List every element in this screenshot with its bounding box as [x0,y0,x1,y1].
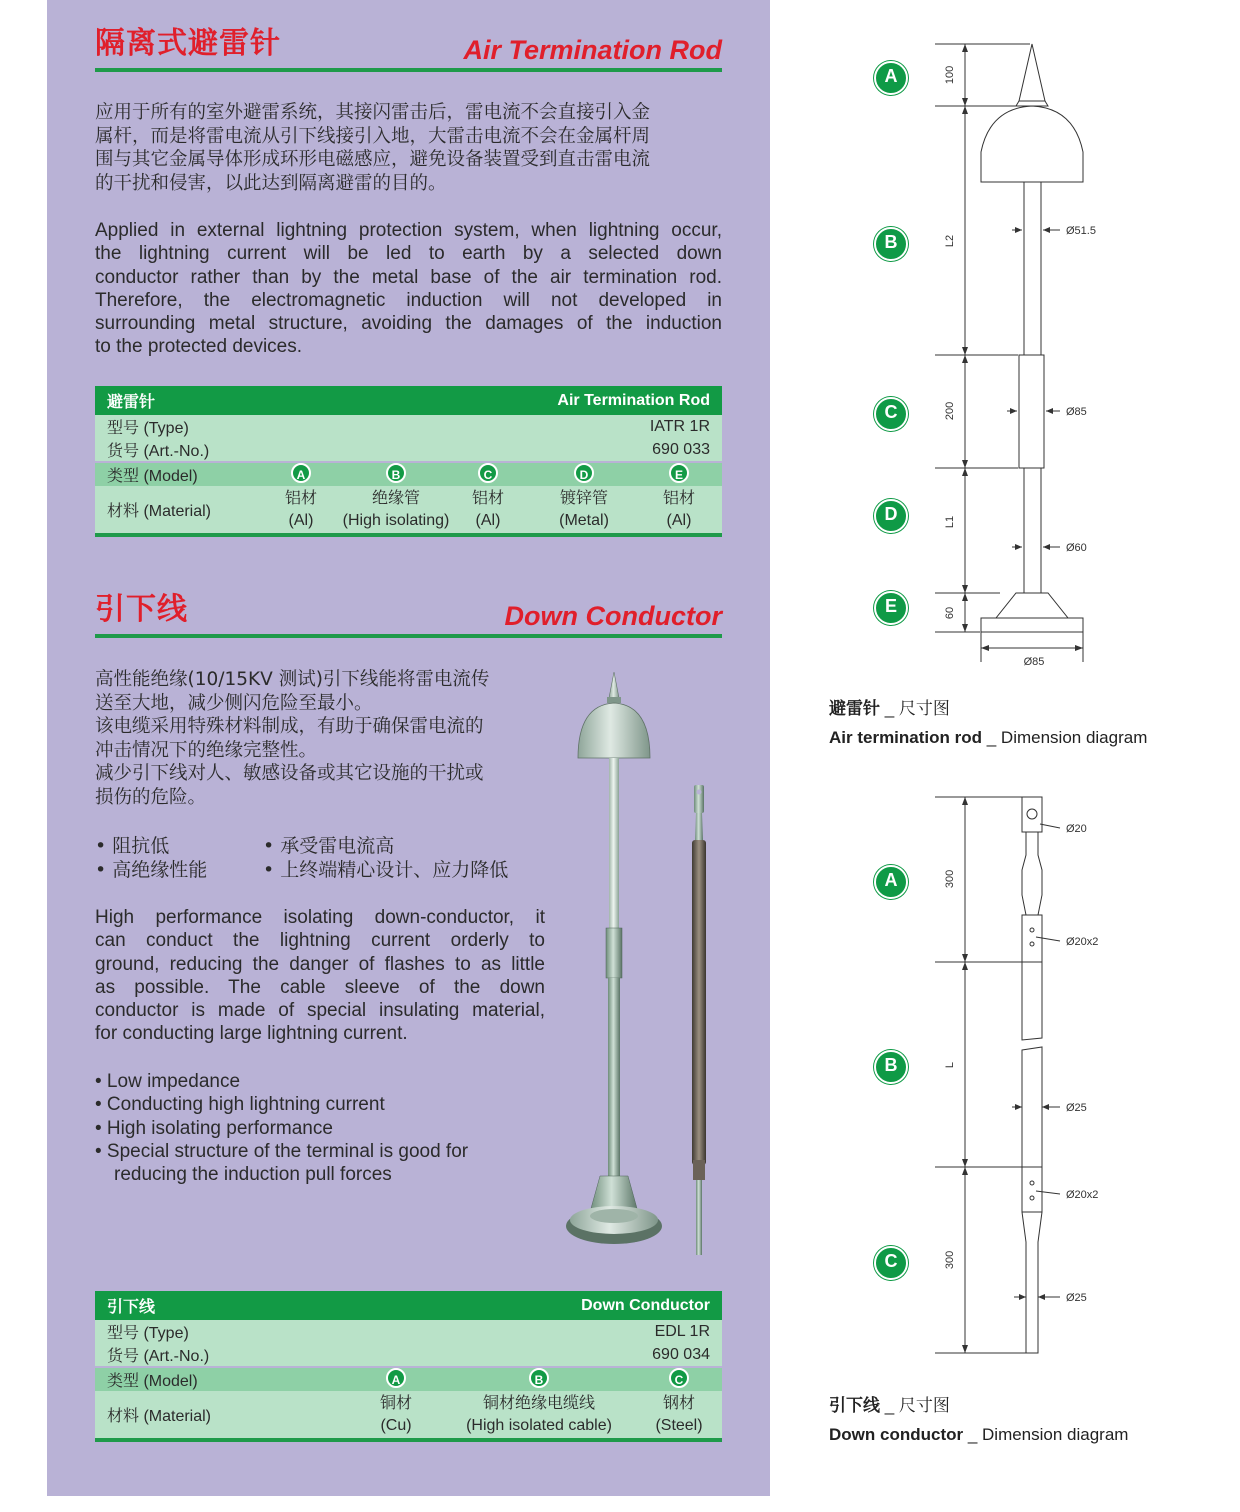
list-item: • Conducting high lightning current [95,1094,385,1116]
badge-icon: A [291,463,311,483]
rod-pipe-outline [1024,468,1041,593]
badge-icon: E [669,463,689,483]
model-badge [529,1368,549,1391]
section1-title-en: Air Termination Rod [463,35,722,65]
lug-hole [1027,809,1037,819]
arrow-head [962,624,968,632]
section2-title-cn: 引下线 [95,592,188,627]
text-line: to the protected devices. [95,336,303,358]
list-item: • Low impedance [95,1071,241,1092]
text-line: conductor is made of special insulating material, [95,1000,545,1022]
list-item: • High isolating performance [95,1117,333,1139]
caption-bold: Air termination rod [829,728,983,747]
table-row [95,1320,722,1343]
arrow-head [981,645,989,651]
list-item: • Special structure of the terminal is good for reducing the induction pull forces [95,1140,469,1186]
arrow-head [962,468,968,476]
type-value: EDL 1R [654,1322,710,1340]
text-line: 围与其它金属导体形成环形电磁感应，避免设备装置受到直击雷电流 [95,149,651,170]
text-line: High performance isolating down-conductor, it [95,907,545,928]
material-cn: 铜材 [379,1394,413,1412]
rod-pipe [608,978,620,1176]
spec-table-air-rod [95,386,722,537]
material-cn: 铝材 [662,489,696,507]
diagram1-badge-b: B [874,227,908,261]
neck-outline [1022,832,1042,915]
dim-label: 60 [944,606,956,620]
pin-outline [1022,1212,1042,1353]
material-cn: 绝缘管 [371,489,420,507]
arrow-head [962,593,968,601]
bullets-cn-right [263,834,508,882]
type-label: 型号 (Type) [107,420,189,437]
table-row [95,486,722,533]
product-photo [560,660,725,1265]
diagram1-drawing [930,38,1110,673]
dim-label: L2 [944,234,956,248]
text-line: 高性能绝缘(10/15KV 测试)引下线能将雷电流传 [95,669,490,690]
material-en: (Al) [288,511,314,529]
list-item: • 高绝缘性能 [95,859,208,881]
model-badge [669,463,689,486]
diagram1-badge-d: D [874,499,908,533]
material-label: 材料 (Material) [107,1408,212,1425]
text-line: 的干扰和侵害，以此达到隔离避雷的目的。 [95,172,447,194]
dim-label: Ø25 [1066,1102,1087,1114]
model-badge [669,1368,689,1391]
terminal-outline [1022,915,1042,962]
dim-label: Ø20x2 [1066,1189,1099,1201]
arrow-head [1010,408,1017,414]
material-cell [343,488,450,532]
leader-line [1036,1191,1060,1194]
dim-label: L1 [944,515,956,529]
section1-description-en [95,219,722,359]
dim-label: Ø60 [1066,542,1087,554]
rod-sleeve [606,928,622,978]
model-label: 类型 (Model) [107,468,198,485]
material-en: (Al) [475,511,501,529]
model-label: 类型 (Model) [107,1373,198,1390]
rod-base-outline [996,593,1068,618]
text-line: 该电缆采用特殊材料制成，有助于确保雷电流的 [95,716,484,737]
section2-description-en [95,906,545,1046]
bolt-hole [1030,942,1034,946]
arrow-head [1042,1104,1049,1110]
diagram1-caption-en [829,728,1147,748]
rod-tube-outline [1024,182,1041,355]
caption-bold: 引下线 [829,1396,880,1415]
spec-table-down-conductor [95,1291,722,1442]
leader-line [1036,937,1060,941]
dim-label: Ø20x2 [1066,936,1099,948]
table-header-cn: 引下线 [107,1299,156,1316]
text-line: Applied in external lightning protection system, when lightning occur, [95,220,722,241]
conductor-pin [696,1180,702,1255]
material-en: (Metal) [559,511,609,529]
diagram2-badge-c: C [874,1246,908,1280]
material-cn: 镀锌管 [559,489,608,507]
text-line: 属杆，而是将雷电流从引下线接引入地，大雷击电流不会在金属杆周 [95,125,651,147]
material-en: (High isolating) [342,511,450,529]
bolt-hole [1030,1181,1034,1185]
text-line: 应用于所有的室外避雷系统，其接闪雷击后，雷电流不会直接引入金 [95,102,651,123]
arrow-head [962,1159,968,1167]
material-en: (High isolated cable) [466,1416,612,1434]
type-label: 型号 (Type) [107,1325,189,1342]
text-line: 减少引下线对人、敏感设备或其它设施的干扰或 [95,763,484,784]
arrow-head [962,1167,968,1175]
diagram1-badge-c: C [874,397,908,431]
material-en: (Al) [666,511,692,529]
material-cn: 钢材 [662,1394,695,1412]
section1-description-cn [95,101,722,195]
conductor-cable [692,840,706,1165]
list-item: • 承受雷电流高 [263,835,395,857]
arrow-head [962,797,968,805]
bolt-hole [1030,1196,1034,1200]
table-header-cn: 避雷针 [107,394,156,411]
table-header-en: Air Termination Rod [557,391,710,409]
dim-label: Ø20 [1066,823,1087,835]
material-cell [559,488,609,532]
material-cn: 铝材 [284,489,318,507]
section1-rule [95,68,722,72]
diagram2-badge-b: B [874,1050,908,1084]
badge-icon: C [478,463,498,483]
model-badge [386,1368,406,1391]
rod-spike-base [1016,101,1048,106]
terminal-outline [1022,1167,1042,1212]
arrow-head [962,98,968,106]
badge-icon: C [669,1368,689,1388]
material-cell [655,1393,702,1437]
table-row [95,463,722,486]
arrow-head [1015,1104,1022,1110]
list-item: • 上终端精心设计、应力降低 [263,859,509,881]
diagram2-caption-en [829,1425,1128,1445]
caption-rest: _ Dimension diagram [982,728,1148,747]
model-badge [386,463,406,486]
bolt-hole [1030,928,1034,932]
caption-bold: 避雷针 [829,699,880,718]
table-header-row [95,386,722,415]
arrow-head [962,355,968,363]
section2-title-en: Down Conductor [504,601,722,631]
arrow-head [962,347,968,355]
caption-rest: _ 尺寸图 [880,699,950,718]
badge-icon: D [574,463,594,483]
table-row [95,1343,722,1366]
material-en: (Cu) [380,1416,412,1434]
rod-base-hub [590,1209,638,1223]
lug-outline [1022,797,1042,832]
bullets-cn-left [95,834,207,882]
material-cell [663,488,695,532]
diagram2-drawing [930,790,1110,1360]
arrow-head [1046,408,1053,414]
section2-heading [95,594,722,634]
material-label: 材料 (Material) [107,503,212,520]
text-line: surrounding metal structure, avoiding the damages of the induction [95,313,722,335]
art-value: 690 034 [652,1345,710,1363]
material-cell [285,488,317,532]
conductor-ferrule [693,1160,705,1180]
arrow-head [962,106,968,114]
rod-sleeve-outline [1019,355,1044,468]
table-row [95,415,722,438]
text-line: as possible. The cable sleeve of the down [95,976,545,998]
table-header-row [95,1291,722,1320]
arrow-head [962,585,968,593]
arrow-head [962,1345,968,1353]
diagram1-caption-cn [829,694,950,719]
arrow-head [1075,645,1083,651]
text-line: ground, reducing the danger of flashes to as little [95,953,545,975]
dim-label: 300 [944,869,956,889]
badge-icon: B [529,1368,549,1388]
list-item: • 阻抗低 [95,835,170,857]
art-value: 690 033 [652,440,710,458]
diagram2-caption-cn [829,1391,950,1416]
dim-label: Ø85 [1066,406,1087,418]
arrow-head [1043,544,1050,550]
section1-title-cn: 隔离式避雷针 [95,26,281,61]
dim-label: 100 [944,65,956,85]
arrow-head [962,962,968,970]
leader-line [1040,824,1060,828]
material-en: (Steel) [655,1416,703,1434]
model-badge [291,463,311,486]
type-value: IATR 1R [649,417,710,435]
badge-icon: B [386,463,406,483]
arrow-head [1038,1294,1045,1300]
rod-dome-outline [981,106,1083,182]
text-line: 冲击情况下的绝缘完整性。 [95,739,318,761]
table-row [95,1368,722,1391]
material-cell [466,1393,612,1437]
material-cell [472,488,504,532]
art-label: 货号 (Art.-No.) [107,1348,210,1365]
rod-plate-outline [981,618,1083,632]
arrow-head [1015,544,1022,550]
section2-description-cn [95,668,555,809]
table-row [95,1391,722,1438]
table-row [95,438,722,461]
arrow-head [962,954,968,962]
text-line: can conduct the lightning current orderly to [95,930,545,952]
rod-spike [1019,44,1045,101]
arrow-head [1043,227,1050,233]
caption-bold: Down conductor [829,1425,964,1444]
rod-dome [578,703,650,758]
art-label: 货号 (Art.-No.) [107,443,210,460]
section2-rule [95,634,722,638]
dim-label: Ø51.5 [1066,225,1096,237]
material-cn: 铝材 [471,489,505,507]
rod-tip-base [607,697,621,703]
table-header-en: Down Conductor [581,1296,710,1314]
conductor-lug [694,785,704,813]
model-badge [574,463,594,486]
rod-isolating-tube [609,758,619,928]
text-line: conductor rather than by the metal base of the air termination rod. [95,266,722,288]
arrow-head [1019,1294,1026,1300]
caption-rest: _ Dimension diagram [963,1425,1129,1444]
diagram2-badge-a: A [874,865,908,899]
bullets-en [95,1070,525,1186]
dim-label: 200 [944,401,956,421]
cable-lower-outline [1022,1047,1042,1167]
dim-label: Ø85 [1023,656,1045,668]
lug-hole [697,790,702,795]
dim-label: 300 [944,1250,956,1270]
conductor-neck [695,813,703,840]
cable-upper-outline [1022,962,1042,1040]
rod-tip [609,672,619,698]
diagram1-badge-e: E [874,591,908,625]
arrow-head [962,460,968,468]
model-badge [478,463,498,486]
text-line: the lightning current will be led to earth by a selected down [95,243,722,265]
diagram1-badge-a: A [874,61,908,95]
material-cell [380,1393,412,1437]
text-line: for conducting large lightning current. [95,1023,408,1045]
text-line: Therefore, the electromagnetic induction will not developed in [95,289,722,311]
dim-label: L [944,1061,956,1069]
text-line: 损伤的危险。 [95,786,207,808]
arrow-head [962,44,968,52]
dim-label: Ø25 [1066,1292,1087,1304]
section1-heading [95,28,722,68]
text-line: 送至大地，减少侧闪危险至最小。 [95,692,373,714]
caption-rest: _ 尺寸图 [880,1396,950,1415]
arrow-head [1015,227,1022,233]
material-cn: 铜材绝缘电缆线 [482,1394,596,1412]
badge-icon: A [386,1368,406,1388]
